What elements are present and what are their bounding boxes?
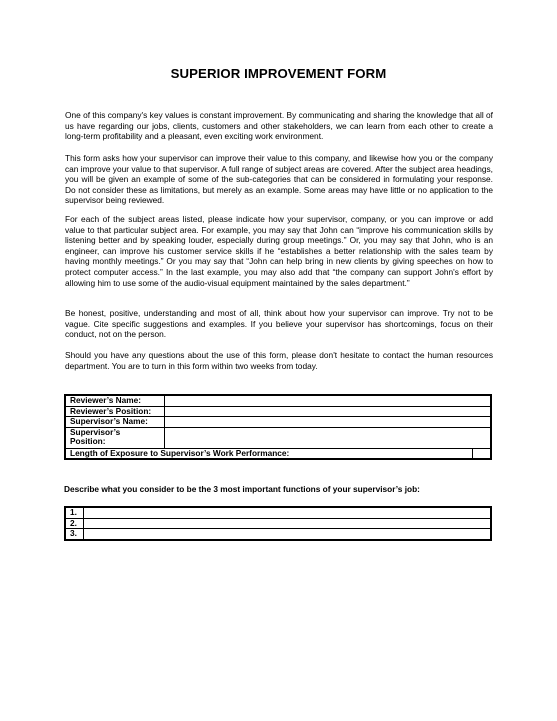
intro-paragraph-5: Should you have any questions about the use of this form, please don't hesitate to contact the human resources department. You are to turn in this form within two weeks from today.	[65, 350, 493, 371]
intro-paragraph-3: For each of the subject areas listed, please indicate how your supervisor, company, or you can improve or add value to that particular subject area. For example, you may say that John can “improve his communication skills by listening better and by speaking louder, especially during group meetings.” Or, you may say that John, who is an engineer, can improve his customer service skills if he “establishes a better relationship with the sales team by having monthly meetings.” Or you may say that “John can help bring in new clients by giving speeches on how to protect computer access.” In the last example, you may also add that “the company can support John's effort by allowing him to use some of the audio-visual equipment maintained by the sales department.”	[65, 214, 493, 288]
exposure-label: Length of Exposure to Supervisor’s Work Performance:	[65, 448, 472, 459]
reviewer-name-label: Reviewer’s Name:	[65, 395, 165, 406]
exposure-field[interactable]	[472, 448, 491, 459]
supervisor-position-label-line1: Supervisor’s	[70, 426, 121, 437]
table-row	[65, 406, 491, 417]
function-number: 1.	[65, 507, 84, 518]
table-row	[65, 507, 491, 518]
function-field-2[interactable]	[84, 518, 492, 529]
form-title: SUPERIOR IMPROVEMENT FORM	[170, 66, 387, 81]
reviewer-position-field[interactable]	[165, 406, 492, 417]
functions-instruction: Describe what you consider to be the 3 most important functions of your supervisor’s job:	[64, 484, 420, 494]
table-row	[65, 529, 491, 540]
supervisor-position-label-line2: Position:	[70, 436, 106, 447]
supervisor-position-field[interactable]	[165, 427, 492, 448]
table-row	[65, 395, 491, 406]
supervisor-name-label: Supervisor’s Name:	[65, 417, 165, 428]
table-row	[65, 427, 491, 448]
intro-paragraph-4: Be honest, positive, understanding and most of all, think about how your supervisor can improve. Try not to be vague. Cite specific suggestions and examples. If you believe your supervisor has shortcomings, focus on their conduct, not on the person.	[65, 308, 493, 340]
functions-table	[64, 506, 492, 541]
reviewer-name-field[interactable]	[165, 395, 492, 406]
supervisor-position-label	[65, 427, 165, 448]
function-number: 3.	[65, 529, 84, 540]
table-row	[65, 448, 491, 459]
intro-paragraph-2: This form asks how your supervisor can improve their value to this company, and likewise how you or the company can improve your value to that supervisor. A full range of subject areas are covered. After the subject area headings, you will be given an example of some of the sub-categories that can be considered in formulating your response. Do not consider these as limitations, but merely as an example. Some areas may have little or no application to the supervisor being reviewed.	[65, 153, 493, 206]
function-number: 2.	[65, 518, 84, 529]
function-field-3[interactable]	[84, 529, 492, 540]
table-row	[65, 417, 491, 428]
supervisor-name-field[interactable]	[165, 417, 492, 428]
reviewer-info-table	[64, 394, 492, 460]
reviewer-position-label: Reviewer’s Position:	[65, 406, 165, 417]
function-field-1[interactable]	[84, 507, 492, 518]
intro-paragraph-1: One of this company's key values is constant improvement. By communicating and sharing the knowledge that all of us have regarding our jobs, clients, customers and other stakeholders, we can learn from each other to create a long-term profitability and a pleasant, even exciting work environment.	[65, 110, 493, 142]
table-row	[65, 518, 491, 529]
